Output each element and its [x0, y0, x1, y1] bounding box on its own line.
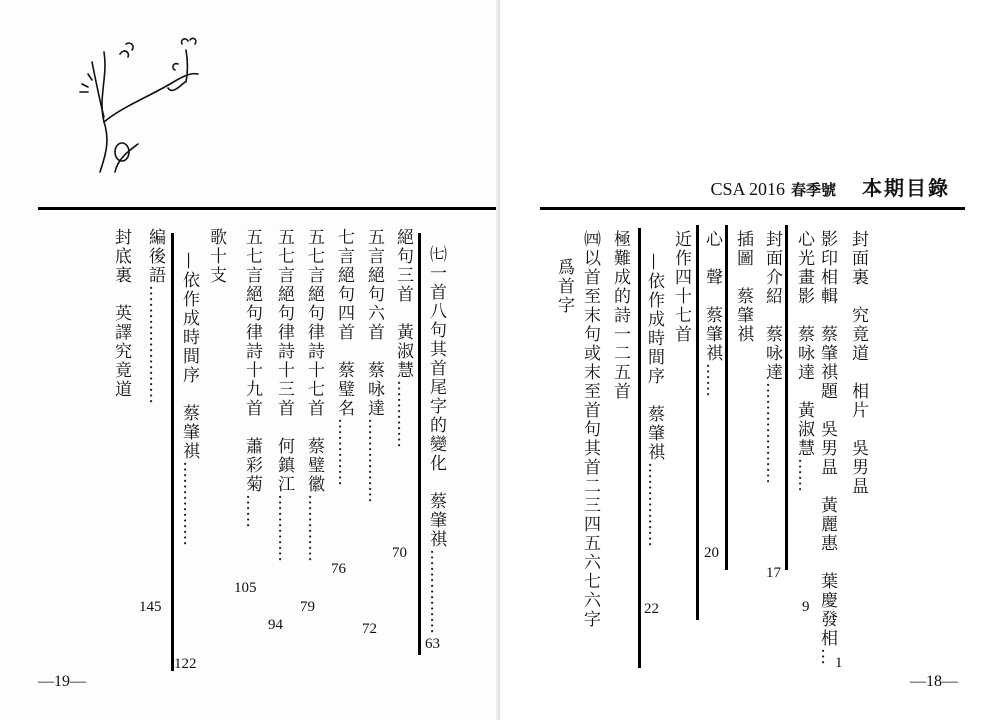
- page-number: 145: [139, 599, 162, 615]
- toc-entry[interactable]: [732, 230, 754, 344]
- toc-entry[interactable]: [643, 253, 665, 547]
- toc-entry[interactable]: [609, 230, 631, 401]
- leader-dots: ………………: [762, 382, 782, 484]
- entry-title: 歌十支: [206, 228, 226, 285]
- entry-title: 五言絕句六首 蔡咏達: [364, 228, 384, 418]
- entry-title: 極難成的詩一二五首: [610, 230, 630, 401]
- entry-title: 編後語: [145, 228, 165, 285]
- section-bar: [725, 225, 728, 570]
- right-page: [500, 0, 1000, 720]
- page-number: 72: [362, 621, 377, 637]
- toc-entry[interactable]: [553, 258, 575, 315]
- toc-entry[interactable]: [110, 228, 132, 399]
- left-header-rule: [38, 207, 498, 210]
- leader-dots: ……: [242, 494, 262, 528]
- toc-entry[interactable]: [816, 230, 838, 665]
- page-number: 105: [234, 580, 257, 596]
- entry-title: 爲首字: [554, 258, 574, 315]
- toc-entry[interactable]: [425, 245, 447, 634]
- page-number: 63: [425, 636, 440, 652]
- leader-dots: ……………: [644, 462, 664, 547]
- entry-title: 封底裏 英譯究竟道: [111, 228, 131, 399]
- section-bar: [418, 233, 421, 655]
- page-number: 70: [392, 545, 407, 561]
- leader-dots: ……: [702, 363, 722, 397]
- leader-dots: …: [817, 648, 837, 665]
- page-folio: —18—: [910, 673, 958, 690]
- entry-title: 心光畫影 蔡咏達 黃淑慧: [794, 230, 814, 458]
- issue-season: 春季號: [790, 182, 836, 199]
- page-number: 9: [802, 599, 810, 615]
- entry-title: —依作成時間序 蔡肇祺: [644, 253, 664, 462]
- entry-title: 五七言絕句律詩十三首 何鎮江: [274, 228, 294, 494]
- entry-title: 心 聲 蔡肇祺: [702, 230, 722, 363]
- entry-title: 近作四十七首: [671, 230, 691, 344]
- toc-entry[interactable]: [273, 228, 295, 562]
- entry-title: 五七言絕句律詩十七首 蔡璧徽: [304, 228, 324, 494]
- toc-entry[interactable]: [241, 228, 263, 528]
- toc-entry[interactable]: [333, 228, 355, 486]
- leader-dots: …………: [274, 494, 294, 562]
- page-number: 22: [644, 601, 659, 617]
- entry-title: 封面介紹 蔡咏達: [762, 230, 782, 382]
- leader-dots: ……………: [179, 461, 199, 546]
- leader-dots: ……………: [364, 418, 384, 503]
- section-bar: [696, 225, 699, 620]
- toc-entry[interactable]: [579, 230, 601, 629]
- toc-entry[interactable]: [670, 230, 692, 344]
- entry-title: 絕句三首 黃淑慧: [393, 228, 413, 380]
- toc-entry[interactable]: [205, 228, 227, 285]
- leader-dots: ……………: [426, 549, 446, 634]
- page-number: 122: [174, 656, 197, 672]
- toc-entry[interactable]: [178, 252, 200, 546]
- page-number: 1: [835, 655, 843, 671]
- toc-entry[interactable]: [701, 230, 723, 397]
- entry-title: 五七言絕句律詩十九首 蕭彩菊: [242, 228, 262, 494]
- entry-title: 封面裏 究竟道 相片 吳男昷: [848, 230, 868, 496]
- page-number: 79: [300, 599, 315, 615]
- entry-title: ㈣以首至末句或末至首句其首二三四五六七六字: [580, 230, 600, 629]
- page-number: 17: [766, 565, 781, 581]
- entry-title: —依作成時間序 蔡肇祺: [179, 252, 199, 461]
- toc-entry[interactable]: [793, 230, 815, 492]
- section-bar: [171, 233, 174, 671]
- toc-entry[interactable]: [392, 228, 414, 448]
- entry-title: 七言絕句四首 蔡璧名: [334, 228, 354, 418]
- page-number: 76: [331, 561, 346, 577]
- entry-title: ㈦一首八句其首尾字的變化 蔡肇祺: [426, 245, 446, 549]
- entry-title: 插圖 蔡肇祺: [733, 230, 753, 344]
- page-number: 20: [704, 545, 719, 561]
- magazine-name: CSA 2016: [710, 179, 785, 199]
- toc-entry[interactable]: [847, 230, 869, 496]
- page-folio: —19—: [38, 673, 86, 690]
- toc-entry[interactable]: [303, 228, 325, 562]
- toc-entry[interactable]: [363, 228, 385, 503]
- section-bar: [785, 225, 788, 570]
- leader-dots: …………: [334, 418, 354, 486]
- toc-header: [710, 172, 950, 201]
- leader-dots: ……: [794, 458, 814, 492]
- section-bar: [638, 228, 641, 668]
- page-number: 94: [268, 617, 283, 633]
- right-header-rule: [540, 207, 965, 210]
- page-title: 本期目錄: [862, 178, 950, 200]
- toc-entry[interactable]: [144, 228, 166, 404]
- entry-title: 影印相輯 蔡肇祺題 吳男昷 黃麗惠 葉慶發相: [817, 230, 837, 648]
- toc-entry[interactable]: [761, 230, 783, 484]
- plum-branch-illustration: [60, 22, 230, 187]
- leader-dots: …………: [393, 380, 413, 448]
- leader-dots: …………: [304, 494, 324, 562]
- leader-dots: …………………: [145, 285, 165, 404]
